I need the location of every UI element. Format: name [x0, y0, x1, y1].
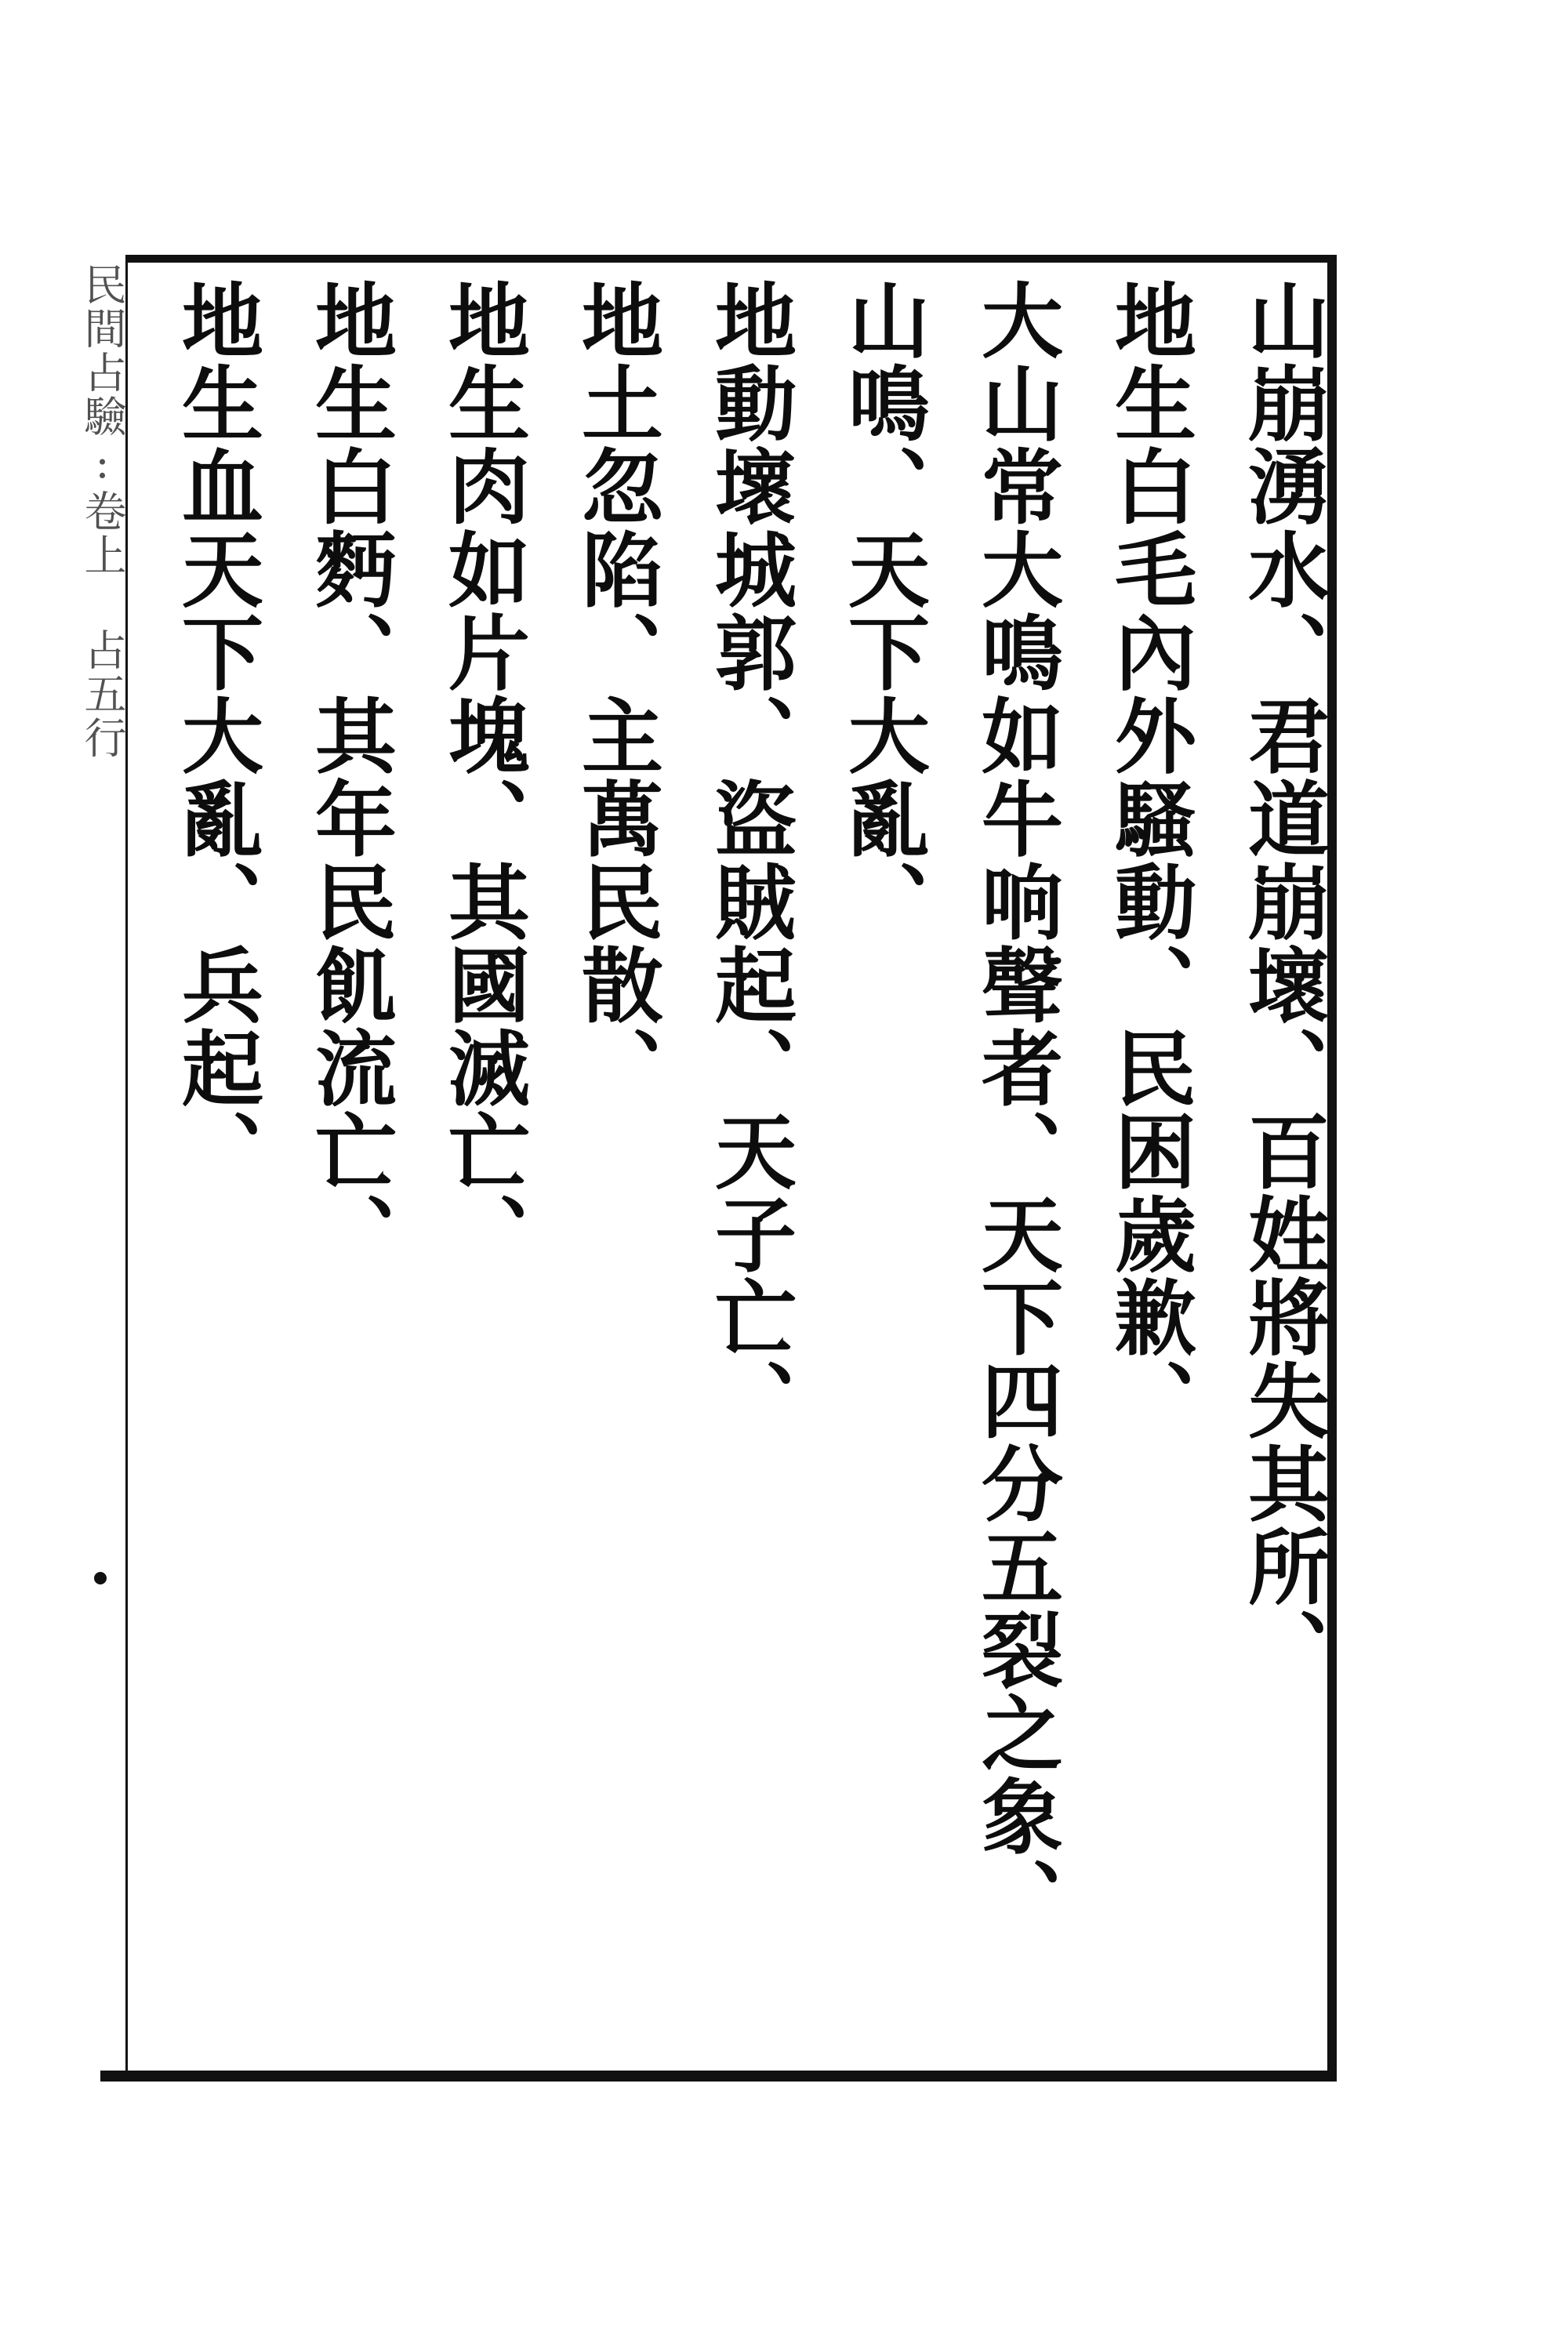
- text-column-3: 大山常大鳴如牛响聲者、天下四分五裂之象、: [967, 278, 1064, 1940]
- text-column-8: 地生白麪、其年民飢流亡、: [301, 278, 397, 1276]
- text-column-4: 山鳴、天下大亂、: [834, 278, 931, 943]
- frame-bottom-rule: [100, 2071, 132, 2082]
- text-column-9: 地生血天下大亂、兵起、: [168, 278, 264, 1192]
- text-column-5: 地動壞城郭、盜賊起、天子亡、: [701, 278, 797, 1442]
- text-column-7: 地生肉如片塊、其國滅亡、: [434, 278, 531, 1276]
- margin-mark: [94, 1572, 107, 1584]
- margin-column-title: 民間占驗:卷上 占五行: [78, 263, 127, 760]
- text-column-2: 地生白毛內外騷動、民困歲歉、: [1101, 278, 1197, 1442]
- text-column-6: 地土忽陷、主萬民散、: [568, 278, 664, 1109]
- text-column-1: 山崩湧水、君道崩壞、百姓將失其所、: [1234, 278, 1330, 1691]
